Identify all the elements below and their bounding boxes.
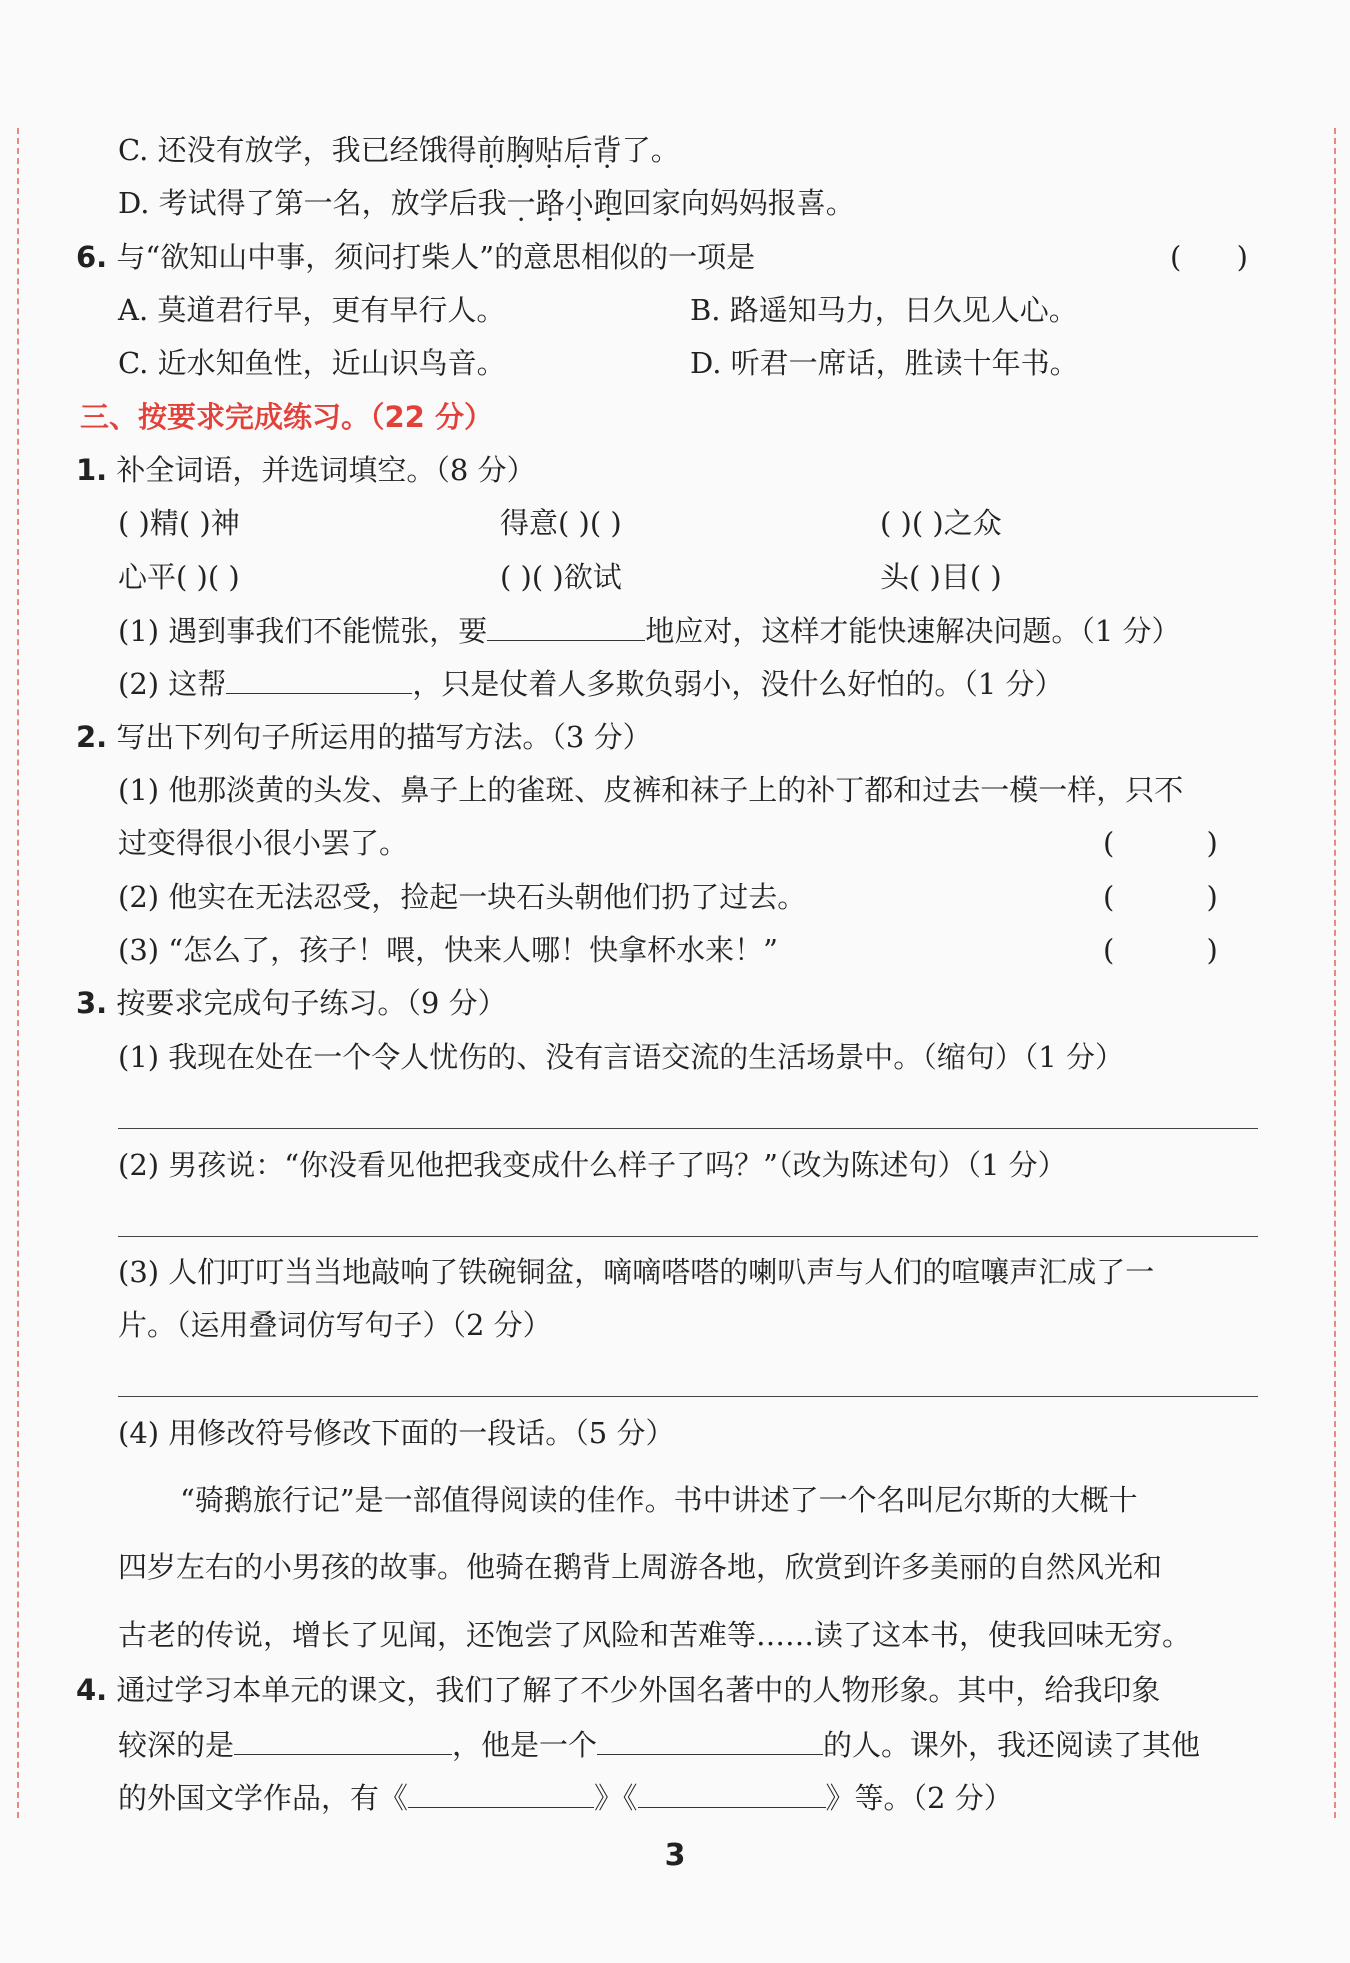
answer-paren[interactable]: ( ) [1103, 880, 1218, 914]
emphasis-char: 贴 [534, 133, 564, 167]
s3-q3-part-2: (2) 男孩说：“你没看见他把我变成什么样子了吗？”（改为陈述句）（1 分） [118, 1148, 1067, 1182]
edit-paragraph-line-2: 四岁左右的小男孩的故事。他骑在鹅背上周游各地，欣赏到许多美丽的自然风光和 [118, 1550, 1163, 1584]
s3-q4-line-3: 的外国文学作品，有《 》《 》等。（2 分） [118, 1777, 1013, 1817]
section-3-heading: 三、按要求完成练习。（22 分） [80, 400, 493, 434]
q6-option-d: D. 听君一席话，胜读十年书。 [690, 346, 1079, 380]
idiom-blank[interactable]: 头( )目( ) [880, 560, 1002, 594]
s3-q4-line-2: 较深的是 ，他是一个 的人。课外，我还阅读了其他 [118, 1724, 1200, 1764]
right-margin-dashed-line [1334, 128, 1336, 1818]
q5-option-c: C. 还没有放学，我已经饿得前胸贴后背了。 [118, 133, 680, 167]
idiom-blank[interactable]: ( )精( )神 [118, 506, 240, 540]
answer-line[interactable] [118, 1236, 1258, 1237]
s3-q2-item-1: (1) 他那淡黄的头发、鼻子上的雀斑、皮裤和袜子上的补丁都和过去一模一样，只不 [118, 773, 1184, 807]
idiom-blank[interactable]: ( )( )之众 [880, 506, 1002, 540]
fill-blank[interactable] [597, 1724, 823, 1755]
emphasis-char: 胸 [505, 133, 535, 167]
idiom-blank[interactable]: 心平( )( ) [118, 560, 240, 594]
q6-answer-paren[interactable]: ( ) [1170, 240, 1248, 274]
edit-paragraph-line-1: “骑鹅旅行记”是一部值得阅读的佳作。书中讲述了一个名叫尼尔斯的大概十 [180, 1483, 1138, 1517]
q6-option-c: C. 近水知鱼性，近山识鸟音。 [118, 346, 506, 380]
page-number: 3 [664, 1838, 686, 1873]
q6-option-a: A. 莫道君行早，更有早行人。 [118, 293, 506, 327]
answer-line[interactable] [118, 1128, 1258, 1129]
s3-q2-item-2: (2) 他实在无法忍受，捡起一块石头朝他们扔了过去。 [118, 880, 807, 914]
emphasis-char: 跑 [593, 186, 623, 220]
idiom-blank[interactable]: 得意( )( ) [500, 506, 622, 540]
left-margin-dashed-line [17, 128, 19, 1818]
emphasis-char: 一 [506, 186, 536, 220]
answer-line[interactable] [118, 1396, 1258, 1397]
fill-blank[interactable] [487, 610, 645, 641]
fill-blank[interactable] [234, 1724, 452, 1755]
s3-q3-part-3-cont: 片。（运用叠词仿写句子）（2 分） [118, 1308, 552, 1342]
fill-blank[interactable] [226, 663, 412, 694]
s3-q3-question: 3. 按要求完成句子练习。（9 分） [76, 986, 507, 1020]
emphasis-char: 小 [564, 186, 594, 220]
q5-option-d: D. 考试得了第一名，放学后我一路小跑回家向妈妈报喜。 [118, 186, 855, 220]
s3-q2-item-3: (3) “怎么了，孩子！喂，快来人哪！快拿杯水来！” [118, 933, 778, 967]
emphasis-char: 背 [592, 133, 622, 167]
emphasis-char: 路 [535, 186, 565, 220]
answer-paren[interactable]: ( ) [1103, 933, 1218, 967]
s3-q2-question: 2. 写出下列句子所运用的描写方法。（3 分） [76, 720, 652, 754]
fill-blank[interactable] [638, 1777, 826, 1808]
s3-q4-question: 4. 通过学习本单元的课文，我们了解了不少外国名著中的人物形象。其中，给我印象 [76, 1673, 1161, 1707]
edit-paragraph-line-3: 古老的传说，增长了见闻，还饱尝了风险和苦难等……读了这本书，使我回味无穷。 [118, 1618, 1192, 1652]
emphasis-char: 前 [476, 133, 506, 167]
s3-q1-fill-1: (1) 遇到事我们不能慌张，要 地应对，这样才能快速解决问题。（1 分） [118, 610, 1180, 650]
q6-question: 6. 与“欲知山中事，须问打柴人”的意思相似的一项是 [76, 240, 756, 274]
s3-q3-part-1: (1) 我现在处在一个令人忧伤的、没有言语交流的生活场景中。（缩句）（1 分） [118, 1040, 1124, 1074]
s3-q1-fill-2: (2) 这帮 ，只是仗着人多欺负弱小，没什么好怕的。（1 分） [118, 663, 1063, 703]
idiom-blank[interactable]: ( )( )欲试 [500, 560, 622, 594]
q6-option-b: B. 路遥知马力，日久见人心。 [690, 293, 1078, 327]
emphasis-char: 后 [563, 133, 593, 167]
answer-paren[interactable]: ( ) [1103, 826, 1218, 860]
s3-q3-part-3: (3) 人们叮叮当当地敲响了铁碗铜盆，嘀嘀嗒嗒的喇叭声与人们的喧嚷声汇成了一 [118, 1255, 1155, 1289]
s3-q1-question: 1. 补全词语，并选词填空。（8 分） [76, 453, 536, 487]
s3-q2-item-1-cont: 过变得很小很小罢了。 [118, 826, 409, 860]
s3-q3-part-4: (4) 用修改符号修改下面的一段话。（5 分） [118, 1416, 675, 1450]
fill-blank[interactable] [408, 1777, 594, 1808]
